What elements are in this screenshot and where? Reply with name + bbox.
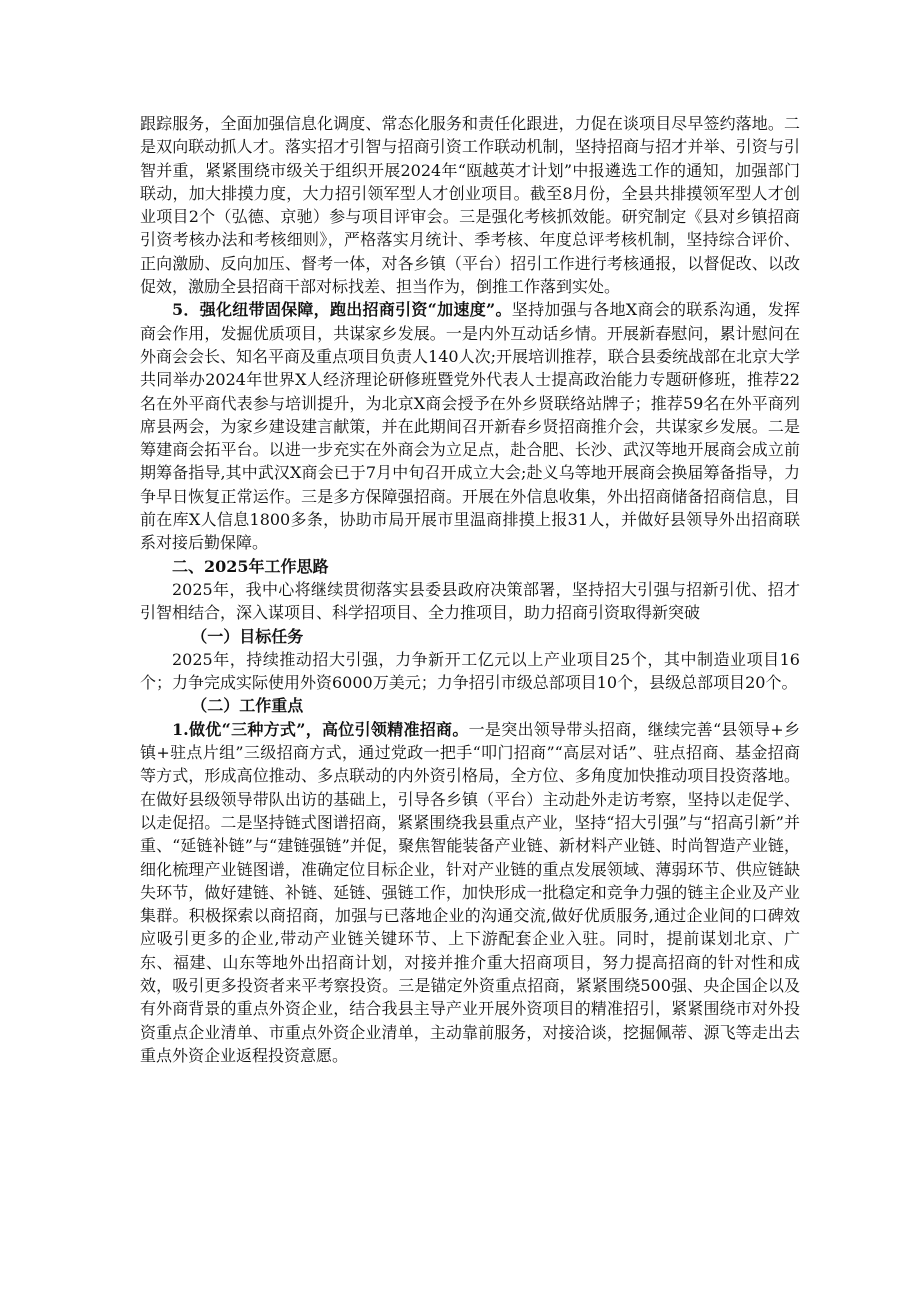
paragraph-strengthen-ties xyxy=(140,298,800,554)
paragraph-lead-heading: 1.做优“三种方式”，高位引领精准招商。 xyxy=(172,719,469,739)
paragraph-followup-services: 跟踪服务，全面加强信息化调度、常态化服务和责任化跟进，力促在谈项目尽早签约落地。二是双向联动抓人才。落实招才引智与招商引资工作联动机制，坚持招商与招才并举、引资与引智并重，紧紧围绕市级关于组织开展2024年“瓯越英才计划”中报遴选工作的通知，加强部门联动，加大排摸力度，大力招引领军型人才创业项目。截至8月份，全县共排摸领军型人才创业项目2个（弘德、京驰）参与项目评审会。三是强化考核抓效能。研究制定《县对乡镇招商引资考核办法和考核细则》，严格落实月统计、季考核、年度总评考核机制，坚持综合评价、正向激励、反向加压、督考一体，对各乡镇（平台）招引工作进行考核通报，以督促改、以改促效，激励全县招商干部对标找差、担当作为，倒推工作落到实处。 xyxy=(140,114,800,297)
paragraph-three-methods xyxy=(140,718,800,1067)
paragraph-targets: 2025年，持续推动招大引强，力争新开工亿元以上产业项目25个，其中制造业项目16个；力争完成实际使用外资6000万美元；力争招引市级总部项目10个，县级总部项目20个。 xyxy=(140,649,800,693)
paragraph-lead-heading: 5．强化纽带固保障，跑出招商引资“加速度”。 xyxy=(172,300,512,320)
document-page xyxy=(140,112,800,1067)
subheading-key-work: （二）工作重点 xyxy=(191,696,304,716)
subheading-targets: （一）目标任务 xyxy=(191,626,304,646)
paragraph-body: 一是突出领导带头招商，继续完善“县领导+乡镇+驻点片组”三级招商方式，通过党政一把手“叩门招商”“高层对话”、驻点招商、基金招商等方式，形成高位推动、多点联动的内外资引格局，全方位、多角度加快推动项目投资落地。在做好县级领导带队出访的基础上，引导各乡镇（平台）主动赴外走访考察，坚持以走促学、以走促招。二是坚持链式图谱招商，紧紧围绕我县重点产业，坚持“招大引强”与“招高引新”并重、“延链补链”与“建链强链”并促，聚焦智能装备产业链、新材料产业链、时尚智造产业链，细化梳理产业链图谱，准确定位目标企业，针对产业链的重点发展领域、薄弱环节、供应链缺失环节，做好建链、补链、延链、强链工作，加快形成一批稳定和竞争力强的链主企业及产业集群。积极探索以商招商，加强与已落地企业的沟通交流,做好优质服务,通过企业间的口碑效应吸引更多的企业,带动产业链关键环节、上下游配套企业入驻。同时，提前谋划北京、广东、福建、山东等地外出招商计划，对接并推介重大招商项目，努力提高招商的针对性和成效，吸引更多投资者来平考察投资。三是锚定外资重点招商，紧紧围绕500强、央企国企以及有外商背景的重点外资企业，结合我县主导产业开展外资项目的精准招引，紧紧围绕市对外投资重点企业清单、市重点外资企业清单，主动靠前服务，对接洽谈，挖掘佩蒂、源飞等走出去重点外资企业返程投资意愿。 xyxy=(140,719,800,1065)
paragraph-body: 坚持加强与各地X商会的联系沟通，发挥商会作用，发掘优质项目，共谋家乡发展。一是内外互动话乡情。开展新春慰问，累计慰问在外商会会长、知名平商及重点项目负责人140人次;开展培训推荐，联合县委统战部在北京大学共同举办2024年世界X人经济理论研修班暨党外代表人士提高政治能力专题研修班，推荐22名在外平商代表参与培训提升，为北京X商会授予在外乡贤联络站牌子；推荐59名在外平商列席县两会，为家乡建设建言献策，并在此期间召开新春乡贤招商推介会，共谋家乡发展。二是筹建商会拓平台。以进一步充实在外商会为立足点，赴合肥、长沙、武汉等地开展商会成立前期筹备指导,其中武汉X商会已于7月中旬召开成立大会;赴义乌等地开展商会换届筹备指导，力争早日恢复正常运作。三是多方保障强招商。开展在外信息收集，外出招商储备招商信息，目前在库X人信息1800多条，协助市局开展市里温商排摸上报31人，并做好县领导外出招商联系对接后勤保障。 xyxy=(140,300,800,553)
section-heading-2025-plan: 二、2025年工作思路 xyxy=(172,556,329,576)
paragraph-2025-intro: 2025年，我中心将继续贯彻落实县委县政府决策部署，坚持招大引强与招新引优、招才引智相结合，深入谋项目、科学招项目、全力推项目，助力招商引资取得新突破 xyxy=(140,579,800,623)
